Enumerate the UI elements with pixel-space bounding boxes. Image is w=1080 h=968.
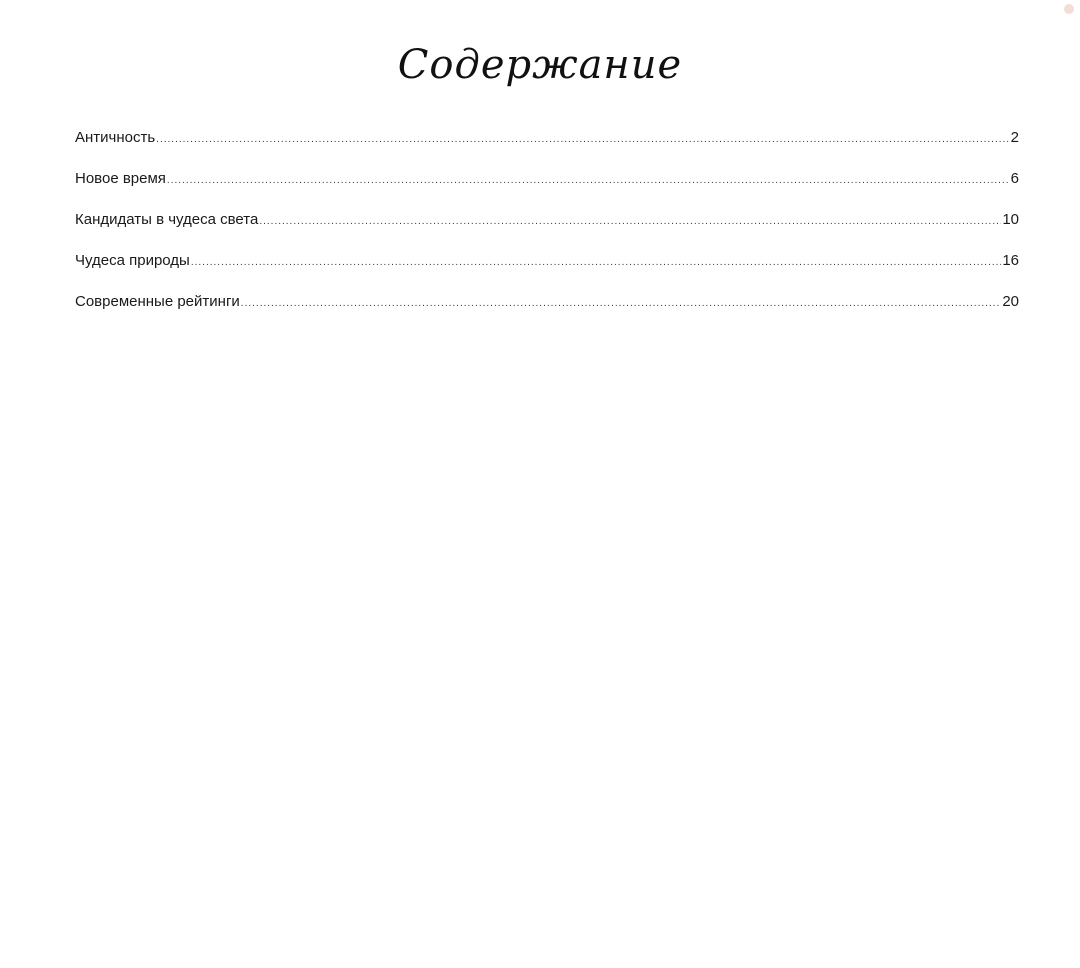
- toc-entry-label: Кандидаты в чудеса света: [75, 211, 259, 228]
- toc-dot-leader: [259, 212, 1001, 232]
- toc-entry-page: 10: [1002, 211, 1019, 228]
- toc-entry-label: Современные рейтинги: [75, 293, 240, 310]
- toc-entry-label: Античность: [75, 129, 156, 146]
- toc-dot-leader: [156, 130, 1009, 150]
- toc-dot-leader: [241, 294, 1002, 314]
- toc-entry[interactable]: [75, 292, 1019, 333]
- toc-entry-page: 16: [1002, 252, 1019, 269]
- toc-entry-label: Новое время: [75, 170, 166, 187]
- toc-entry[interactable]: [75, 251, 1019, 292]
- table-of-contents: [75, 128, 1019, 333]
- toc-entry[interactable]: [75, 169, 1019, 210]
- toc-entry[interactable]: [75, 128, 1019, 169]
- toc-dot-leader: [167, 171, 1010, 191]
- toc-entry-page: 6: [1010, 170, 1019, 187]
- toc-entry-label: Чудеса природы: [75, 252, 190, 269]
- toc-entry-page: 20: [1002, 293, 1019, 310]
- page-title: Содержание: [397, 42, 683, 88]
- toc-dot-leader: [191, 253, 1001, 273]
- toc-entry-page: 2: [1010, 129, 1019, 146]
- toc-entry[interactable]: [75, 210, 1019, 251]
- corner-stain: [1064, 4, 1074, 14]
